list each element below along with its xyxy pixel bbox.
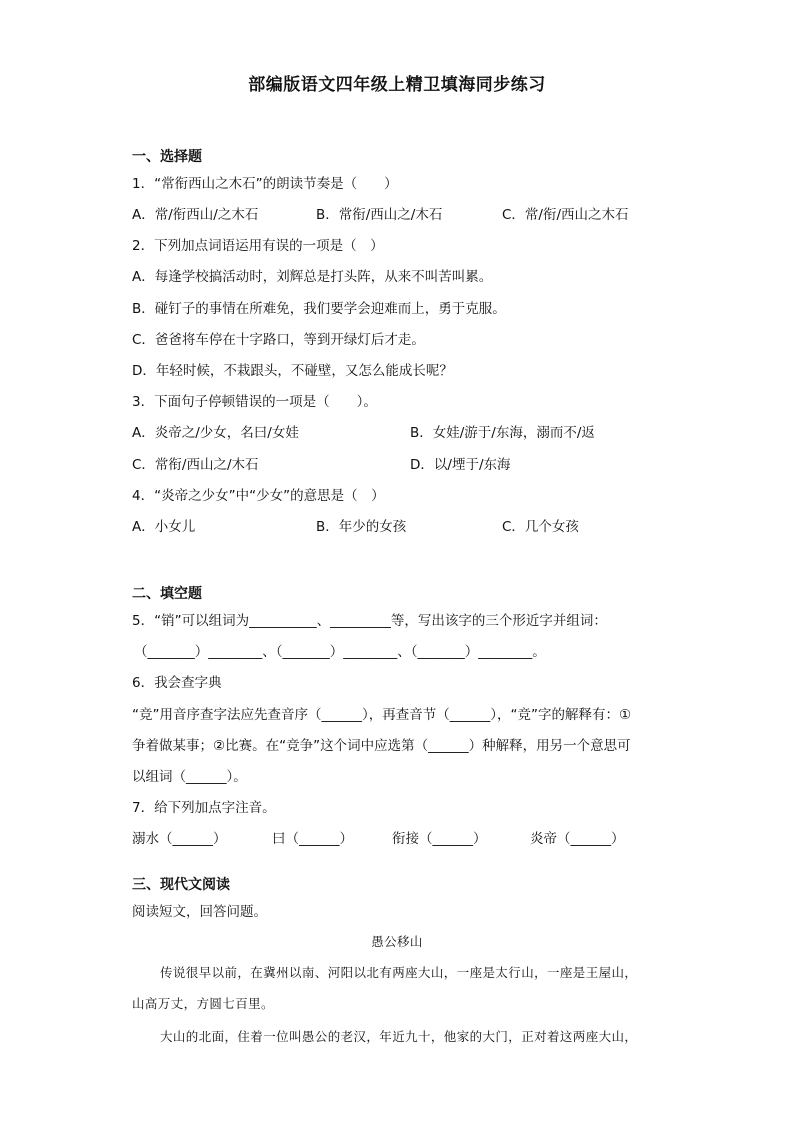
story-paragraph-1-line-1: 传说很早以前，在冀州以南、河阳以北有两座大山，一座是太行山，一座是王屋山， <box>160 965 638 980</box>
question-2-option-a: A．每逢学校搞活动时，刘辉总是打头阵，从来不叫苦叫累。 <box>132 269 493 285</box>
question-4-option-b: B．年少的女孩 <box>316 519 407 535</box>
question-2-option-b: B．碰钉子的事情在所难免，我们要学会迎难而上，勇于克服。 <box>132 301 506 317</box>
question-1-stem: 1．“常衔西山之木石”的朗读节奏是（ ） <box>132 176 398 192</box>
story-title: 愚公移山 <box>371 934 423 949</box>
section-heading-reading: 三、现代文阅读 <box>132 877 230 893</box>
story-paragraph-2-line-1: 大山的北面，住着一位叫愚公的老汉，年近九十，他家的大门，正对着这两座大山， <box>160 1029 638 1044</box>
question-5-line-1: 5．“销”可以组词为__________、_________等，写出该字的三个形近字并组词： <box>132 613 607 629</box>
question-4-option-c: C．几个女孩 <box>502 519 579 535</box>
question-3-option-b: B．女娃/游于/东海，溺而不/返 <box>410 425 595 441</box>
question-2-option-d: D．年轻时候，不栽跟头，不碰壁，又怎么能成长呢？ <box>132 363 453 379</box>
section-heading-choice: 一、选择题 <box>132 149 202 165</box>
reading-instruction: 阅读短文，回答问题。 <box>132 904 267 920</box>
page-title: 部编版语文四年级上精卫填海同步练习 <box>248 75 546 95</box>
question-6-line-3: 以组词（______）。 <box>132 769 247 785</box>
section-heading-fill: 二、填空题 <box>132 586 202 602</box>
question-1-option-a: A．常/衔西山/之木石 <box>132 207 259 223</box>
question-7-item: 炎帝（______） <box>530 831 625 847</box>
question-6-line-2: 争着做某事；②比赛。在“竞争”这个词中应选第（______）种解释，用另一个意思可 <box>132 738 631 754</box>
question-7-item: 曰（______） <box>272 831 353 847</box>
question-4-stem: 4．“炎帝之少女”中“少女”的意思是（ ） <box>132 488 385 504</box>
question-7-item: 溺水（______） <box>132 831 227 847</box>
question-3-option-a: A．炎帝之/少女，名曰/女娃 <box>132 425 299 441</box>
question-5-line-2: （_______）________、（_______）________、（_______）________。 <box>134 644 546 660</box>
question-7-item: 衔接（______） <box>392 831 487 847</box>
question-3-stem: 3．下面句子停顿错误的一项是（ ）。 <box>132 394 377 410</box>
story-paragraph-1-line-2: 山高万丈，方圆七百里。 <box>132 996 274 1011</box>
question-7-stem: 7．给下列加点字注音。 <box>132 800 276 816</box>
question-3-option-c: C．常衔/西山之/木石 <box>132 457 259 473</box>
question-1-option-b: B．常衔/西山之/木石 <box>316 207 443 223</box>
question-3-option-d: D．以/堙于/东海 <box>410 457 511 473</box>
question-4-option-a: A．小女儿 <box>132 519 196 535</box>
question-2-stem: 2．下列加点词语运用有误的一项是（ ） <box>132 238 384 254</box>
question-2-option-c: C．爸爸将车停在十字路口，等到开绿灯后才走。 <box>132 332 425 348</box>
question-6-stem: 6．我会查字典 <box>132 675 222 691</box>
question-6-line-1: “竞”用音序查字法应先查音序（______），再查音节（______），“竞”字的解释有：① <box>132 707 632 723</box>
question-1-option-c: C．常/衔/西山之木石 <box>502 207 629 223</box>
